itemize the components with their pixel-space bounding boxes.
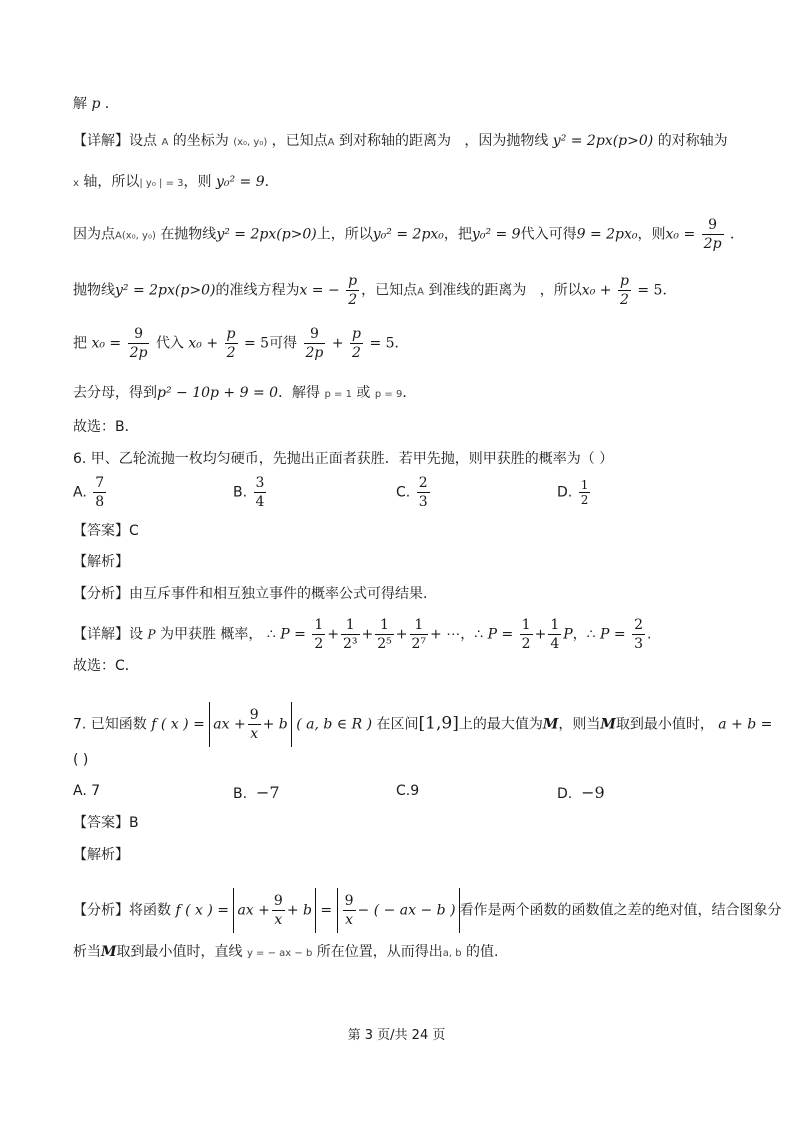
solve-p-line: 解 p ． <box>73 96 119 112</box>
q7-option-d: D. −9 <box>557 783 605 802</box>
q6-analysis-label: 【解析】 <box>73 554 129 570</box>
point-on-parabola-line: 因为点A(x₀, y₀) 在抛物线y² = 2px(p>0)上，所以y₀² = 2px₀，把y₀² = 9代入可得9 = 2px₀，则x₀ = $\frac{9}{2p}$ ． <box>73 217 744 252</box>
q7-option-b: B. −7 <box>233 783 280 802</box>
q6-fenxi: 【分析】由互斥事件和相互独立事件的概率公式可得结果. <box>73 586 428 602</box>
abs-expression-3: $\frac{9}{x}$ − ( − ax − b ) <box>337 888 460 933</box>
detail-label: 【详解】 <box>73 133 129 149</box>
q6-detail: 【详解】设 P 为甲获胜 概率， ∴ P = $\frac{1}{2}$ + $\frac{1}{\text{2³}}$ + $\frac{1}{\text{2⁵}}$ + $\frac{1}{\text{2⁷}}$ + ⋯，∴ P = $\frac{1}{2}$ + $\frac{1}{4}$ P，∴ P = $\frac{2}{3}$ . <box>73 617 652 652</box>
q6-option-d: D. $\frac{1}{2}$ <box>557 478 589 507</box>
choose-b-line: 故选：B． <box>73 419 139 435</box>
fraction-p-2-b: $\frac{p}{2}$ <box>352 326 361 361</box>
detail-line-1: 【详解】设点 A 的坐标为 (x₀, y₀) ，已知点A 到对称轴的距离为 ，因为抛物线 y² = 2px(p>0) 的对称轴为 <box>73 133 728 149</box>
q6-option-b: B. $\frac{3}{4}$ <box>233 475 265 510</box>
fraction-9-2p-a: $\frac{9}{2p}$ <box>129 326 148 361</box>
q6-answer: 【答案】C <box>73 523 139 539</box>
axis-line: x 轴，所以| y₀ | = 3，则 y₀² = 9． <box>73 174 279 190</box>
q7-option-a: A. 7 <box>73 783 101 799</box>
q6-option-c-fraction: $\frac{2}{3}$ <box>418 475 428 510</box>
frac-9-x: $\frac{9}{x}$ <box>249 707 259 742</box>
question-6-stem: 6. 甲、乙轮流抛一枚均匀硬币，先抛出正面者获胜．若甲先抛，则甲获胜的概率为（ ） <box>73 451 614 467</box>
frac-9-x-3: $\frac{9}{x}$ <box>344 893 354 928</box>
series-term-3: $\frac{1}{\text{2⁵}}$ <box>377 617 392 652</box>
q6-option-a: A. $\frac{7}{8}$ <box>73 475 105 510</box>
eq2-fraction-2: $\frac{1}{4}$ <box>550 617 560 652</box>
abs-expression: ax + $\frac{9}{x}$ + b <box>209 702 292 747</box>
q7-option-c: C.9 <box>396 783 420 799</box>
q6-option-b-fraction: $\frac{3}{4}$ <box>255 475 265 510</box>
fraction-p-over-2b: $\frac{p}{2}$ <box>619 273 629 308</box>
q7-fenxi-line-2: 析当M取到最小值时，直线 y = − ax − b 所在位置，从而得出a, b 的值. <box>73 944 499 960</box>
fraction-p-over-2: $\frac{p}{2}$ <box>348 273 358 308</box>
q6-option-c: C. $\frac{2}{3}$ <box>396 475 428 510</box>
question-7-stem: 7. 已知函数 f ( x ) = ax + $\frac{9}{x}$ + b ( a, b ∈ R ) 在区间[1,9]上的最大值为M，则当M取到最小值时， a + b = <box>73 702 772 747</box>
series-term-1: $\frac{1}{2}$ <box>314 617 324 652</box>
q7-paren: ( ) <box>73 752 89 768</box>
q6-option-a-fraction: $\frac{7}{8}$ <box>95 475 105 510</box>
q6-option-d-fraction: $\frac{1}{2}$ <box>580 478 589 507</box>
denominator-line: 去分母，得到p² − 10p + 9 = 0．解得 p = 1 或 p = 9． <box>73 385 417 401</box>
q7-fenxi: 【分析】将函数 f ( x ) = ax + $\frac{9}{x}$ + b = $\frac{9}{x}$ − ( − ax − b ) 看作是两个函数的函数值之差的绝对值，结合图象分 <box>73 888 782 933</box>
choose-c-line: 故选：C． <box>73 658 139 674</box>
q7-answer: 【答案】B <box>73 815 139 831</box>
series-term-4: $\frac{1}{\text{2⁷}}$ <box>411 617 427 652</box>
series-term-2: $\frac{1}{\text{2³}}$ <box>342 617 358 652</box>
eq2-fraction-1: $\frac{1}{2}$ <box>521 617 531 652</box>
frac-9-x-2: $\frac{9}{x}$ <box>273 893 283 928</box>
fraction-p-2-a: $\frac{p}{2}$ <box>226 326 236 361</box>
q7-analysis-label: 【解析】 <box>73 847 129 863</box>
result-fraction: $\frac{2}{3}$ <box>634 617 644 652</box>
fraction-9-over-2p: $\frac{9}{2p}$ <box>703 217 722 252</box>
fraction-9-2p-b: $\frac{9}{2p}$ <box>305 326 324 361</box>
abs-expression-2: ax + $\frac{9}{x}$ + b <box>233 888 316 933</box>
directrix-line: 抛物线y² = 2px(p>0)的准线方程为x = − $\frac{p}{2}$ ，已知点A 到准线的距离为 ，所以x₀ + $\frac{p}{2}$ = 5． <box>73 273 677 308</box>
substitute-line: 把 x₀ = $\frac{9}{2p}$ 代入 x₀ + $\frac{p}{2}$ = 5可得 $\frac{9}{2p}$ + $\frac{p}{2}$ = 5． <box>73 326 409 361</box>
page-footer: 第 3 页/共 24 页 <box>347 1028 446 1043</box>
